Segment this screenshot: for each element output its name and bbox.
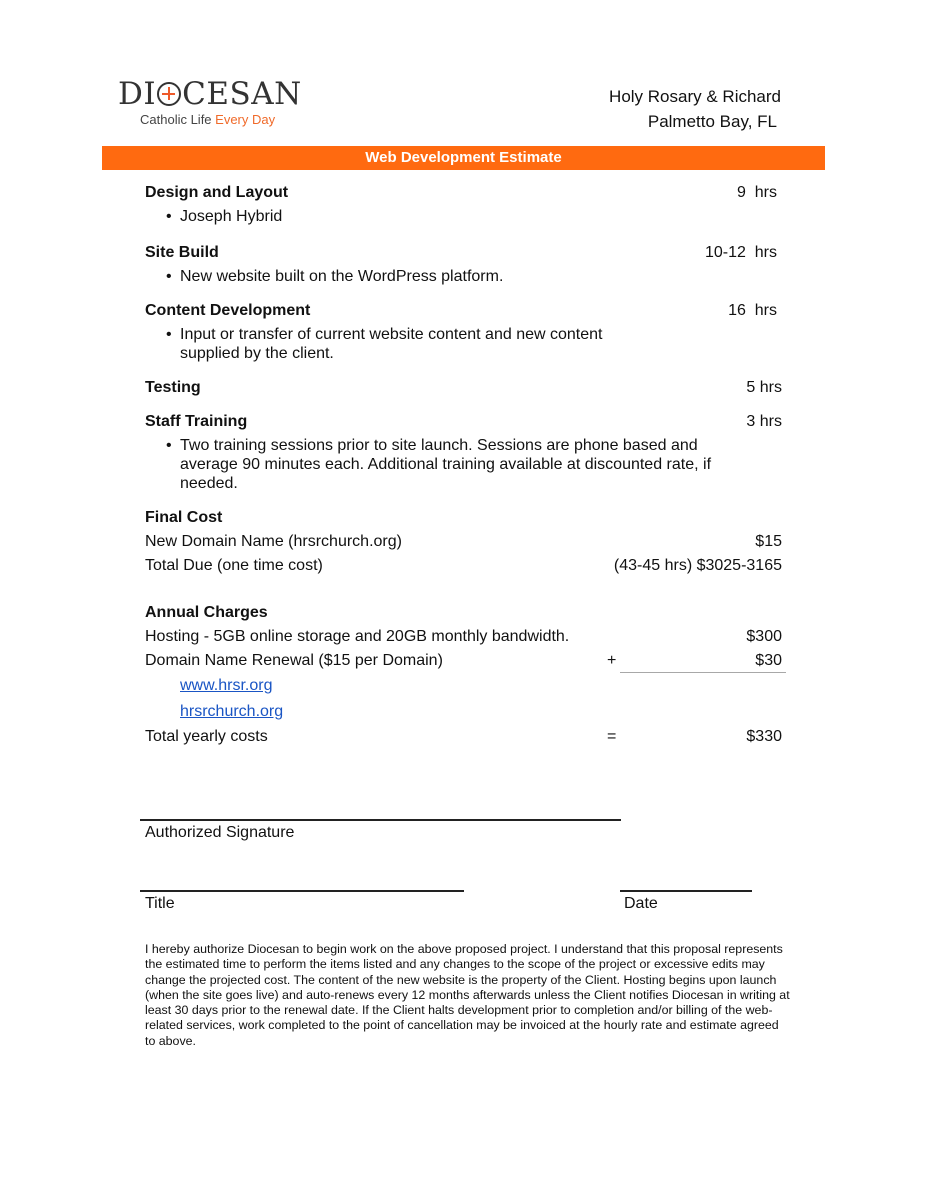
line-item-hours: 16 hrs <box>728 302 777 319</box>
logo-text-start: DI <box>118 76 157 112</box>
bullet-text: Input or transfer of current website content and new content supplied by the client. <box>180 326 603 362</box>
cost-value: $30 <box>755 652 782 669</box>
title-line[interactable] <box>140 890 464 892</box>
cost-label: Domain Name Renewal ($15 per Domain) <box>145 652 443 669</box>
line-item-hours: 5 hrs <box>746 379 782 396</box>
cost-label: Total Due (one time cost) <box>145 557 323 574</box>
cost-value: $300 <box>746 628 782 645</box>
logo-tagline <box>140 112 275 127</box>
line-item-title: Staff Training <box>145 413 248 430</box>
date-line[interactable] <box>620 890 752 892</box>
client-info <box>609 84 781 134</box>
line-item-title: Design and Layout <box>145 184 289 201</box>
title-label: Title <box>145 895 175 912</box>
domain-link-hrsrchurch[interactable]: hrsrchurch.org <box>180 703 284 720</box>
line-item-hours: 3 hrs <box>746 413 782 430</box>
section-heading: Annual Charges <box>145 604 268 621</box>
cost-label: Total yearly costs <box>145 728 268 745</box>
line-item-hours: 9 hrs <box>736 184 777 201</box>
bullet-text: Joseph Hybrid <box>180 208 283 225</box>
bullet-icon: • <box>166 208 172 225</box>
subtotal-divider <box>620 672 786 673</box>
plus-operator: + <box>607 652 617 669</box>
section-heading: Final Cost <box>145 509 223 526</box>
cross-circle-icon <box>157 82 181 106</box>
logo-wordmark <box>118 76 302 112</box>
cost-value: $15 <box>755 533 782 550</box>
domain-link-hrsr[interactable]: www.hrsr.org <box>180 677 273 694</box>
logo-text-end: CESAN <box>182 76 302 112</box>
cost-value: $330 <box>746 728 782 745</box>
authorized-signature-label: Authorized Signature <box>145 824 295 841</box>
equals-operator: = <box>607 728 617 745</box>
tagline-plain: Catholic Life <box>140 112 216 127</box>
cost-label: New Domain Name (hrsrchurch.org) <box>145 533 402 550</box>
line-item-hours: 10-12 hrs <box>704 244 777 261</box>
cost-label: Hosting - 5GB online storage and 20GB monthly bandwidth. <box>145 628 570 645</box>
bullet-icon: • <box>166 326 172 343</box>
authorized-signature-line[interactable] <box>140 819 621 821</box>
authorization-disclaimer: I hereby authorize Diocesan to begin work on the above proposed project. I understand that this proposal represents the estimated time to perform the items listed and any changes to the scope of the project or excessive edits may change the projected cost. The content of the new website is the property of the Client. Hosting begins upon launch (when the site goes live) and auto-renews every 12 months afterwards unless the Client notifies Diocesan in writing at least 30 days prior to the renewal date. If the Client halts development prior to completion and/or billing of the web-related services, work completed to the point of cancellation may be invoiced at the hourly rate and estimate agreed to above. <box>145 942 790 1048</box>
estimate-banner: Web Development Estimate <box>102 146 825 170</box>
bullet-icon: • <box>166 437 172 454</box>
line-item-title: Content Development <box>145 302 311 319</box>
bullet-icon: • <box>166 268 172 285</box>
diocesan-logo <box>118 76 318 132</box>
line-item-title: Site Build <box>145 244 219 261</box>
bullet-text: Two training sessions prior to site launch. Sessions are phone based and average 90 minutes each. Additional training available at discounted rate, if needed. <box>180 437 712 492</box>
cost-value: (43-45 hrs) $3025-3165 <box>613 557 782 574</box>
bullet-text: New website built on the WordPress platform. <box>180 268 504 285</box>
tagline-accent: Every Day <box>215 112 276 127</box>
line-item-title: Testing <box>145 379 201 396</box>
date-label: Date <box>624 895 658 912</box>
client-location: Palmetto Bay, FL <box>647 112 777 131</box>
client-name: Holy Rosary & Richard <box>609 87 781 106</box>
